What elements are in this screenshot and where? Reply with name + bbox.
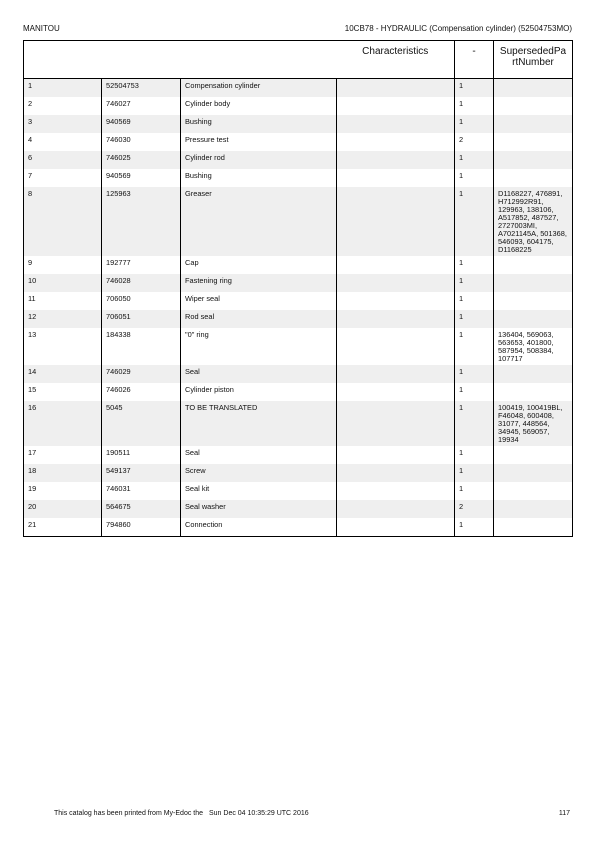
- table-row: [24, 133, 573, 151]
- part-number-cell: 5045: [102, 401, 181, 446]
- superseded-cell: [494, 274, 573, 292]
- parts-table-body: [24, 79, 573, 537]
- superseded-cell: [494, 518, 573, 537]
- ref-cell: 9: [24, 256, 102, 274]
- table-row: [24, 151, 573, 169]
- table-row: [24, 115, 573, 133]
- table-row: [24, 97, 573, 115]
- superseded-cell: [494, 256, 573, 274]
- characteristics-cell: [337, 115, 455, 133]
- superseded-cell: 136404, 569063, 563653, 401800, 587954, 508384, 107717: [494, 328, 573, 365]
- ref-cell: 1: [24, 79, 102, 98]
- superseded-cell: 100419, 100419BL, F46048, 600408, 31077, 448564, 34945, 569057, 19934: [494, 401, 573, 446]
- superseded-cell: [494, 383, 573, 401]
- description-cell: Seal: [181, 365, 337, 383]
- superseded-cell: [494, 133, 573, 151]
- part-number-cell: 706050: [102, 292, 181, 310]
- ref-cell: 8: [24, 187, 102, 256]
- table-row: [24, 292, 573, 310]
- characteristics-cell: [337, 97, 455, 115]
- parts-table: [23, 40, 573, 537]
- quantity-cell: 1: [455, 518, 494, 537]
- description-cell: Seal kit: [181, 482, 337, 500]
- characteristics-cell: [337, 292, 455, 310]
- characteristics-cell: [337, 151, 455, 169]
- superseded-cell: [494, 115, 573, 133]
- part-number-cell: 564675: [102, 500, 181, 518]
- part-number-cell: 706051: [102, 310, 181, 328]
- ref-cell: 16: [24, 401, 102, 446]
- characteristics-cell: [337, 464, 455, 482]
- quantity-cell: 1: [455, 115, 494, 133]
- page-number: 117: [558, 810, 570, 817]
- column-header-superseded: SupersededPa rtNumber: [494, 41, 573, 79]
- table-row: [24, 464, 573, 482]
- quantity-cell: 2: [455, 133, 494, 151]
- characteristics-cell: [337, 79, 455, 98]
- table-header-row: [24, 41, 573, 79]
- characteristics-cell: [337, 482, 455, 500]
- superseded-cell: [494, 292, 573, 310]
- description-cell: Screw: [181, 464, 337, 482]
- quantity-cell: 1: [455, 79, 494, 98]
- part-number-cell: 746029: [102, 365, 181, 383]
- ref-cell: 19: [24, 482, 102, 500]
- quantity-cell: 1: [455, 482, 494, 500]
- characteristics-cell: [337, 310, 455, 328]
- description-cell: Bushing: [181, 169, 337, 187]
- characteristics-cell: [337, 401, 455, 446]
- characteristics-cell: [337, 365, 455, 383]
- characteristics-cell: [337, 169, 455, 187]
- ref-cell: 4: [24, 133, 102, 151]
- part-number-cell: 746025: [102, 151, 181, 169]
- description-cell: "0" ring: [181, 328, 337, 365]
- ref-cell: 18: [24, 464, 102, 482]
- quantity-cell: 1: [455, 328, 494, 365]
- quantity-cell: 1: [455, 464, 494, 482]
- description-cell: Bushing: [181, 115, 337, 133]
- table-row: [24, 365, 573, 383]
- superseded-cell: [494, 464, 573, 482]
- page-title: 10CB78 - HYDRAULIC (Compensation cylinder) (52504753MO): [344, 24, 572, 33]
- table-row: [24, 383, 573, 401]
- table-row: [24, 482, 573, 500]
- characteristics-cell: [337, 187, 455, 256]
- column-header-characteristics: Characteristics: [337, 41, 455, 79]
- superseded-cell: D1168227, 476891, H712992R91, 129963, 138106, A517852, 487527, 2727003MI, A7021145A, 501368, 546093, 604175, D1168225: [494, 187, 573, 256]
- quantity-cell: 1: [455, 383, 494, 401]
- description-cell: Cap: [181, 256, 337, 274]
- ref-cell: 14: [24, 365, 102, 383]
- quantity-cell: 1: [455, 274, 494, 292]
- part-number-cell: 746027: [102, 97, 181, 115]
- ref-cell: 10: [24, 274, 102, 292]
- part-number-cell: 940569: [102, 115, 181, 133]
- characteristics-cell: [337, 446, 455, 464]
- superseded-cell: [494, 446, 573, 464]
- description-cell: Seal: [181, 446, 337, 464]
- description-cell: Fastening ring: [181, 274, 337, 292]
- table-row: [24, 518, 573, 537]
- characteristics-cell: [337, 500, 455, 518]
- quantity-cell: 1: [455, 401, 494, 446]
- characteristics-cell: [337, 256, 455, 274]
- superseded-cell: [494, 365, 573, 383]
- quantity-cell: 1: [455, 169, 494, 187]
- superseded-cell: [494, 310, 573, 328]
- ref-cell: 11: [24, 292, 102, 310]
- description-cell: TO BE TRANSLATED: [181, 401, 337, 446]
- superseded-cell: [494, 169, 573, 187]
- part-number-cell: 125963: [102, 187, 181, 256]
- table-row: [24, 274, 573, 292]
- superseded-cell: [494, 151, 573, 169]
- table-row: [24, 256, 573, 274]
- ref-cell: 7: [24, 169, 102, 187]
- description-cell: Rod seal: [181, 310, 337, 328]
- part-number-cell: 746031: [102, 482, 181, 500]
- quantity-cell: 1: [455, 97, 494, 115]
- table-row: [24, 79, 573, 98]
- ref-cell: 6: [24, 151, 102, 169]
- table-row: [24, 328, 573, 365]
- part-number-cell: 746030: [102, 133, 181, 151]
- column-header-qty: -: [455, 41, 494, 79]
- characteristics-cell: [337, 518, 455, 537]
- description-cell: Cylinder rod: [181, 151, 337, 169]
- table-row: [24, 446, 573, 464]
- table-row: [24, 187, 573, 256]
- description-cell: Wiper seal: [181, 292, 337, 310]
- table-row: [24, 401, 573, 446]
- description-cell: Connection: [181, 518, 337, 537]
- part-number-cell: 746028: [102, 274, 181, 292]
- ref-cell: 21: [24, 518, 102, 537]
- ref-cell: 2: [24, 97, 102, 115]
- superseded-cell: [494, 97, 573, 115]
- quantity-cell: 1: [455, 292, 494, 310]
- characteristics-cell: [337, 383, 455, 401]
- characteristics-cell: [337, 133, 455, 151]
- quantity-cell: 1: [455, 151, 494, 169]
- ref-cell: 17: [24, 446, 102, 464]
- quantity-cell: 1: [455, 256, 494, 274]
- ref-cell: 20: [24, 500, 102, 518]
- part-number-cell: 184338: [102, 328, 181, 365]
- ref-cell: 3: [24, 115, 102, 133]
- superseded-cell: [494, 79, 573, 98]
- quantity-cell: 1: [455, 365, 494, 383]
- description-cell: Cylinder body: [181, 97, 337, 115]
- description-cell: Seal washer: [181, 500, 337, 518]
- ref-cell: 13: [24, 328, 102, 365]
- footer-date: Sun Dec 04 10:35:29 UTC 2016: [209, 810, 309, 817]
- superseded-cell: [494, 482, 573, 500]
- header-blank-cell: [24, 41, 337, 79]
- table-row: [24, 500, 573, 518]
- part-number-cell: 190511: [102, 446, 181, 464]
- superseded-cell: [494, 500, 573, 518]
- footer-note: This catalog has been printed from My-Edoc the: [54, 810, 204, 817]
- quantity-cell: 1: [455, 310, 494, 328]
- part-number-cell: 52504753: [102, 79, 181, 98]
- description-cell: Cylinder piston: [181, 383, 337, 401]
- quantity-cell: 2: [455, 500, 494, 518]
- ref-cell: 12: [24, 310, 102, 328]
- brand-label: MANITOU: [23, 24, 60, 33]
- characteristics-cell: [337, 274, 455, 292]
- part-number-cell: 549137: [102, 464, 181, 482]
- description-cell: Greaser: [181, 187, 337, 256]
- ref-cell: 15: [24, 383, 102, 401]
- table-row: [24, 310, 573, 328]
- quantity-cell: 1: [455, 187, 494, 256]
- description-cell: Pressure test: [181, 133, 337, 151]
- part-number-cell: 746026: [102, 383, 181, 401]
- part-number-cell: 192777: [102, 256, 181, 274]
- description-cell: Compensation cylinder: [181, 79, 337, 98]
- part-number-cell: 794860: [102, 518, 181, 537]
- characteristics-cell: [337, 328, 455, 365]
- table-row: [24, 169, 573, 187]
- quantity-cell: 1: [455, 446, 494, 464]
- part-number-cell: 940569: [102, 169, 181, 187]
